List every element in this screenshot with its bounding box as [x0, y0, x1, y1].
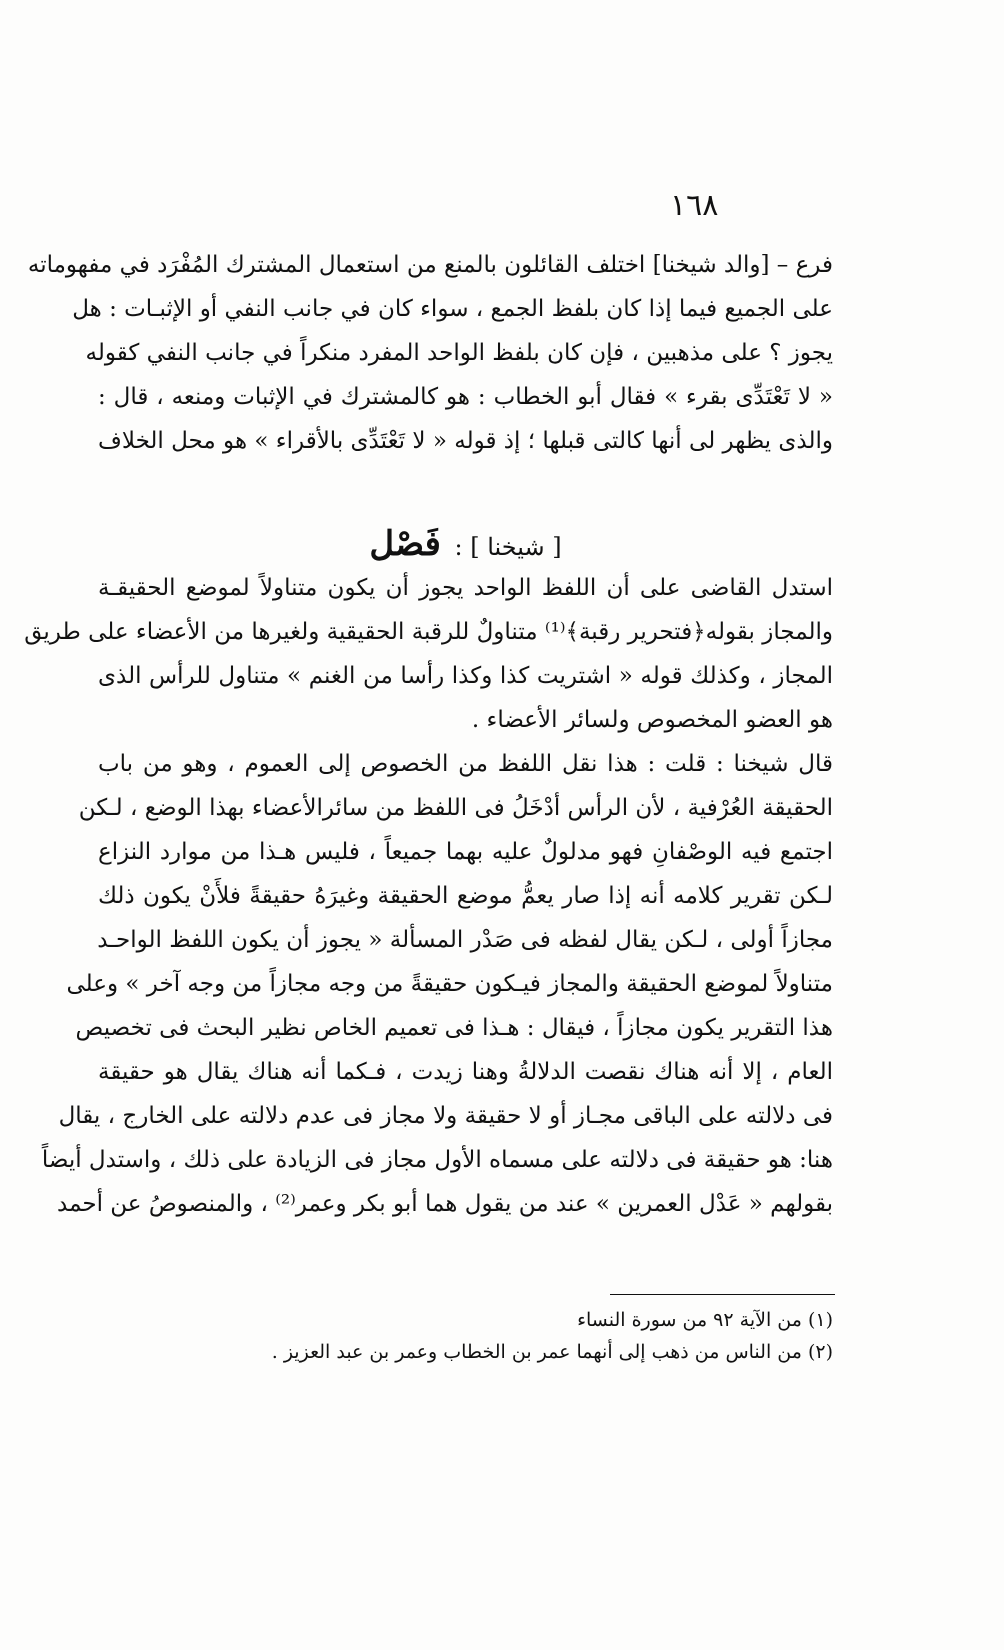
text-line: الحقيقة العُرْفية ، لأن الرأس أدْخَلُ فى اللفظ من سائرالأعضاء بهذا الوضع ، لـكن — [78, 795, 833, 821]
heading-title: فَصْل — [369, 524, 441, 564]
paragraph-fasl — [24, 566, 833, 742]
text-line: العام ، إلا أنه هناك نقصت الدلالةُ وهنا زيدت ، فـكما أنه هناك يقال هو حقيقة — [98, 1059, 833, 1085]
text-line: والذى يظهر لى أنها كالتى قبلها ؛ إذ قوله « لا تَعْتَدِّى بالأقراء » هو محل الخلاف — [98, 428, 833, 454]
paragraph-far — [27, 243, 833, 463]
text-line: هنا: هو حقيقة فى دلالته على مسماه الأول مجاز فى الزيادة على ذلك ، واستدل أيضاً — [41, 1147, 833, 1173]
footnote-divider — [610, 1294, 835, 1295]
text-line: فرع – [والد شيخنا] اختلف القائلون بالمنع من استعمال المشترك المُفْرَد في مفهوماته — [27, 252, 833, 278]
text-line: فى دلالته على الباقى مجـاز أو لا حقيقة ولا مجاز فى عدم دلالته على الخارج ، يقال — [58, 1103, 833, 1129]
footnote: (١) من الآية ٩٢ من سورة النساء — [577, 1309, 833, 1331]
text-line: والمجاز بقوله﴿فتحرير رقبة﴾⁽¹⁾ متناولٌ للرقبة الحقيقية ولغيرها من الأعضاء على طريق — [24, 619, 833, 645]
text-line: « لا تَعْتَدِّى بقرء » فقال أبو الخطاب : هو كالمشترك في الإثبات ومنعه ، قال : — [98, 384, 833, 410]
text-line: لـكن تقرير كلامه أنه إذا صار يعمُّ موضع الحقيقة وغيرَهُ حقيقةً فلأَنْ يكون ذلك — [98, 883, 833, 909]
text-line: بقولهم « عَدْل العمرين » عند من يقول هما أبو بكر وعمر⁽²⁾ ، والمنصوصُ عن أحمد — [57, 1191, 833, 1217]
section-heading — [98, 522, 833, 569]
text-line: اجتمع فيه الوصْفانِ فهو مدلولٌ عليه بهما جميعاً ، فليس هـذا من موارد النزاع — [98, 839, 833, 865]
heading-bracket: [ شيخنا ] : — [454, 533, 562, 561]
text-line: استدل القاضى على أن اللفظ الواحد يجوز أن يكون متناولاً لموضع الحقيقـة — [98, 575, 833, 601]
paragraph-qala — [41, 742, 833, 1226]
footnotes — [98, 1304, 833, 1368]
text-line: هذا التقرير يكون مجازاً ، فيقال : هـذا فى تعميم الخاص نظير البحث فى تخصيص — [75, 1015, 833, 1041]
text-line: على الجميع فيما إذا كان بلفظ الجمع ، سواء كان في جانب النفي أو الإثبـات : هل — [72, 296, 833, 322]
text-line: متناولاً لموضع الحقيقة والمجاز فيـكون حقيقةً من وجه مجازاً من وجه آخر » وعلى — [66, 971, 833, 997]
text-line: هو العضو المخصوص ولسائر الأعضاء . — [471, 707, 833, 733]
text-line: قال شيخنا : قلت : هذا نقل اللفظ من الخصوص إلى العموم ، وهو من باب — [98, 751, 833, 777]
footnote: (٢) من الناس من ذهب إلى أنهما عمر بن الخطاب وعمر بن عبد العزيز . — [271, 1341, 833, 1363]
text-line: مجازاً أولى ، لـكن يقال لفظه فى صَدْر المسألة « يجوز أن يكون اللفظ الواحـد — [97, 927, 833, 953]
page-number: ١٦٨ — [670, 188, 719, 223]
text-line: يجوز ؟ على مذهبين ، فإن كان بلفظ الواحد المفرد منكراً في جانب النفي كقوله — [85, 340, 833, 366]
text-line: المجاز ، وكذلك قوله « اشتريت كذا وكذا رأسا من الغنم » متناول للرأس الذى — [98, 663, 833, 689]
